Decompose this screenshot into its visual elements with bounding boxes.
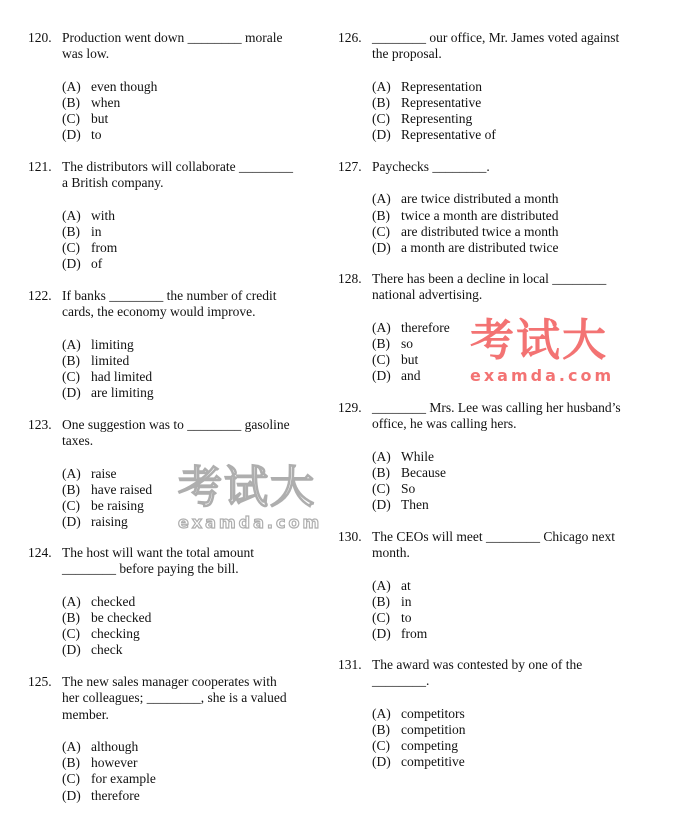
option-letter: (C) [372, 352, 390, 367]
answer-options [62, 79, 328, 144]
option-text: although [91, 738, 139, 754]
question-stem [372, 657, 638, 690]
stem-line: member. [62, 706, 109, 722]
option-text: While [401, 448, 434, 464]
question-number: 130. [338, 529, 362, 544]
question-130 [338, 529, 638, 642]
question-129 [338, 400, 638, 513]
option-letter: (A) [62, 336, 81, 352]
option-text: be checked [91, 609, 152, 625]
stem-line: One suggestion was to ________ gasoline [62, 417, 290, 432]
option-text: raise [91, 465, 117, 481]
stem-line: Production went down ________ morale [62, 30, 283, 45]
question-stem [62, 159, 328, 192]
option-letter: (D) [62, 385, 81, 401]
option-letter: (B) [372, 593, 390, 609]
answer-option[interactable] [372, 465, 638, 481]
stem-line: was low. [62, 46, 110, 62]
option-text: in [401, 593, 412, 609]
option-letter: (A) [372, 448, 391, 464]
answer-option[interactable] [372, 208, 638, 224]
stem-line: There has been a decline in local ________ [372, 271, 607, 286]
question-number: 129. [338, 400, 362, 415]
question-stem [372, 30, 638, 63]
option-letter: (A) [62, 207, 81, 223]
option-text: from [401, 626, 428, 642]
answer-option[interactable] [372, 594, 638, 610]
question-number: 120. [28, 30, 52, 45]
answer-options [62, 337, 328, 402]
answer-option[interactable] [372, 754, 638, 770]
question-number: 121. [28, 159, 52, 174]
option-letter: (A) [62, 78, 81, 94]
answer-option[interactable] [62, 771, 328, 787]
option-text: twice a month are distributed [401, 207, 559, 223]
answer-option[interactable] [372, 111, 638, 127]
option-text: of [91, 256, 103, 272]
option-letter: (C) [62, 626, 80, 641]
option-text: however [91, 755, 138, 771]
answer-options [372, 706, 638, 771]
option-letter: (D) [62, 127, 81, 143]
option-text: in [91, 223, 102, 239]
stem-line: The host will want the total amount [62, 545, 254, 560]
stem-line: ________ before paying the bill. [62, 561, 239, 577]
question-120 [28, 30, 328, 143]
watermark-url-text: examda.com [178, 513, 323, 532]
question-number: 124. [28, 545, 52, 560]
answer-options [372, 449, 638, 514]
answer-option[interactable] [62, 224, 328, 240]
option-letter: (B) [372, 721, 390, 737]
stem-line: month. [372, 545, 410, 561]
option-letter: (B) [372, 94, 390, 110]
answer-option[interactable] [62, 127, 328, 143]
option-text: competitive [401, 754, 465, 770]
answer-option[interactable] [62, 498, 328, 514]
answer-option[interactable] [372, 95, 638, 111]
stem-line: ________ our office, Mr. James voted against [372, 30, 620, 45]
option-text: to [401, 610, 412, 625]
question-123 [28, 417, 328, 530]
option-letter: (B) [62, 223, 80, 239]
answer-options [62, 466, 328, 531]
stem-line: Paychecks ________. [372, 159, 490, 174]
stem-line: ________. [372, 673, 430, 689]
option-text: Then [401, 497, 429, 513]
stem-line: ________ Mrs. Lee was calling her husband’s [372, 400, 621, 415]
stem-line: The CEOs will meet ________ Chicago next [372, 529, 615, 544]
option-letter: (C) [372, 111, 390, 126]
option-letter: (B) [62, 352, 80, 368]
option-letter: (D) [62, 787, 81, 803]
option-letter: (A) [372, 319, 391, 335]
option-text: Representative of [401, 127, 496, 143]
answer-option[interactable] [372, 352, 638, 368]
option-letter: (B) [372, 335, 390, 351]
option-letter: (B) [372, 464, 390, 480]
option-text: but [401, 352, 419, 367]
option-letter: (C) [62, 498, 80, 513]
option-letter: (B) [372, 207, 390, 223]
answer-option[interactable] [62, 385, 328, 401]
option-text: from [91, 240, 118, 255]
answer-options [372, 79, 638, 144]
option-text: Representative [401, 94, 482, 110]
option-text: checking [91, 626, 140, 641]
answer-option[interactable] [62, 626, 328, 642]
option-text: competitors [401, 705, 465, 721]
question-128 [338, 271, 638, 384]
option-text: Representing [401, 111, 473, 126]
option-text: when [91, 94, 121, 110]
option-text: Representation [401, 78, 482, 94]
option-letter: (D) [62, 514, 81, 530]
stem-line: The award was contested by one of the [372, 657, 583, 672]
question-stem [62, 545, 328, 578]
option-letter: (D) [372, 754, 391, 770]
stem-line: office, he was calling hers. [372, 416, 517, 432]
option-text: Because [401, 464, 446, 480]
answer-option[interactable] [372, 240, 638, 256]
answer-option[interactable] [372, 706, 638, 722]
option-letter: (A) [62, 593, 81, 609]
option-letter: (D) [62, 642, 81, 658]
answer-options [372, 191, 638, 256]
answer-option[interactable] [62, 111, 328, 127]
option-text: check [91, 642, 123, 658]
stem-line: a British company. [62, 175, 164, 191]
option-text: so [401, 335, 414, 351]
option-letter: (D) [372, 626, 391, 642]
question-stem [372, 400, 638, 433]
option-text: even though [91, 78, 158, 94]
answer-option[interactable] [372, 79, 638, 95]
option-letter: (A) [372, 191, 391, 207]
option-letter: (C) [62, 111, 80, 126]
option-text: with [91, 207, 116, 223]
question-stem [62, 417, 328, 450]
answer-option[interactable] [372, 191, 638, 207]
answer-options [62, 739, 328, 804]
question-127 [338, 159, 638, 256]
option-text: competition [401, 721, 466, 737]
answer-options [372, 578, 638, 643]
option-letter: (B) [62, 755, 80, 771]
option-letter: (C) [372, 481, 390, 496]
question-126 [338, 30, 638, 143]
option-text: raising [91, 514, 128, 530]
option-text: had limited [91, 369, 153, 384]
option-letter: (A) [62, 738, 81, 754]
answer-option[interactable] [62, 755, 328, 771]
question-number: 125. [28, 674, 52, 689]
stem-line: national advertising. [372, 287, 483, 303]
option-text: and [401, 368, 421, 384]
question-stem [372, 271, 638, 304]
option-text: So [401, 481, 416, 496]
answer-option[interactable] [372, 738, 638, 754]
answer-option[interactable] [372, 127, 638, 143]
question-125 [28, 674, 328, 804]
question-number: 123. [28, 417, 52, 432]
option-letter: (A) [372, 78, 391, 94]
answer-option[interactable] [62, 95, 328, 111]
question-stem [62, 674, 328, 723]
option-text: checked [91, 593, 136, 609]
question-stem [372, 529, 638, 562]
answer-option[interactable] [372, 626, 638, 642]
stem-line: The new sales manager cooperates with [62, 674, 277, 689]
stem-line: If banks ________ the number of credit [62, 288, 277, 303]
question-stem [62, 30, 328, 63]
answer-option[interactable] [62, 208, 328, 224]
option-letter: (B) [62, 481, 80, 497]
option-letter: (C) [62, 369, 80, 384]
answer-option[interactable] [372, 578, 638, 594]
question-122 [28, 288, 328, 401]
answer-option[interactable] [62, 739, 328, 755]
watermark-logo-text: 考试大 [178, 462, 316, 513]
option-letter: (B) [62, 609, 80, 625]
answer-option[interactable] [372, 481, 638, 497]
option-text: a month are distributed twice [401, 239, 559, 255]
answer-option[interactable] [372, 449, 638, 465]
option-text: are limiting [91, 385, 154, 401]
option-text: but [91, 111, 109, 126]
answer-option[interactable] [372, 722, 638, 738]
option-text: are twice distributed a month [401, 191, 559, 207]
option-letter: (A) [62, 465, 81, 481]
question-124 [28, 545, 328, 658]
option-letter: (C) [372, 610, 390, 625]
answer-options [62, 594, 328, 659]
question-number: 128. [338, 271, 362, 286]
answer-option[interactable] [62, 594, 328, 610]
option-letter: (D) [372, 497, 391, 513]
option-letter: (B) [62, 94, 80, 110]
option-letter: (C) [62, 240, 80, 255]
answer-option[interactable] [62, 466, 328, 482]
answer-option[interactable] [372, 497, 638, 513]
answer-option[interactable] [372, 224, 638, 240]
answer-option[interactable] [372, 320, 638, 336]
question-number: 122. [28, 288, 52, 303]
option-letter: (D) [372, 368, 391, 384]
option-letter: (C) [372, 223, 390, 239]
answer-option[interactable] [62, 514, 328, 530]
answer-options [62, 208, 328, 273]
answer-option[interactable] [372, 336, 638, 352]
watermark-url-text: examda.com [470, 366, 615, 385]
option-text: therefore [91, 787, 140, 803]
answer-option[interactable] [62, 240, 328, 256]
option-letter: (D) [62, 256, 81, 272]
option-text: for example [91, 771, 156, 787]
question-131 [338, 657, 638, 770]
option-text: limited [91, 352, 130, 368]
option-letter: (A) [372, 705, 391, 721]
stem-line: the proposal. [372, 46, 442, 62]
answer-option[interactable] [62, 337, 328, 353]
stem-line: cards, the economy would improve. [62, 304, 256, 320]
answer-option[interactable] [62, 610, 328, 626]
option-letter: (D) [372, 239, 391, 255]
option-letter: (C) [372, 738, 390, 753]
option-letter: (C) [62, 771, 80, 787]
question-stem [372, 159, 638, 175]
answer-option[interactable] [62, 642, 328, 658]
option-text: be raising [91, 498, 144, 513]
question-number: 131. [338, 657, 362, 672]
stem-line: The distributors will collaborate ________ [62, 159, 293, 174]
option-text: competing [401, 738, 458, 753]
option-text: therefore [401, 319, 450, 335]
answer-option[interactable] [62, 79, 328, 95]
option-letter: (D) [372, 127, 391, 143]
question-number: 127. [338, 159, 362, 174]
question-121 [28, 159, 328, 272]
option-letter: (A) [372, 577, 391, 593]
answer-option[interactable] [62, 256, 328, 272]
answer-option[interactable] [62, 788, 328, 804]
answer-option[interactable] [372, 610, 638, 626]
answer-options [372, 320, 638, 385]
answer-option[interactable] [62, 353, 328, 369]
option-text: have raised [91, 481, 153, 497]
watermark-logo-text: 考试大 [470, 315, 608, 366]
question-number: 126. [338, 30, 362, 45]
answer-option[interactable] [62, 369, 328, 385]
stem-line: her colleagues; ________, she is a valued [62, 690, 287, 706]
option-text: to [91, 127, 102, 143]
stem-line: taxes. [62, 433, 94, 449]
option-text: at [401, 577, 411, 593]
option-text: limiting [91, 336, 134, 352]
option-text: are distributed twice a month [401, 223, 559, 239]
question-stem [62, 288, 328, 321]
answer-option[interactable] [62, 482, 328, 498]
answer-option[interactable] [372, 368, 638, 384]
